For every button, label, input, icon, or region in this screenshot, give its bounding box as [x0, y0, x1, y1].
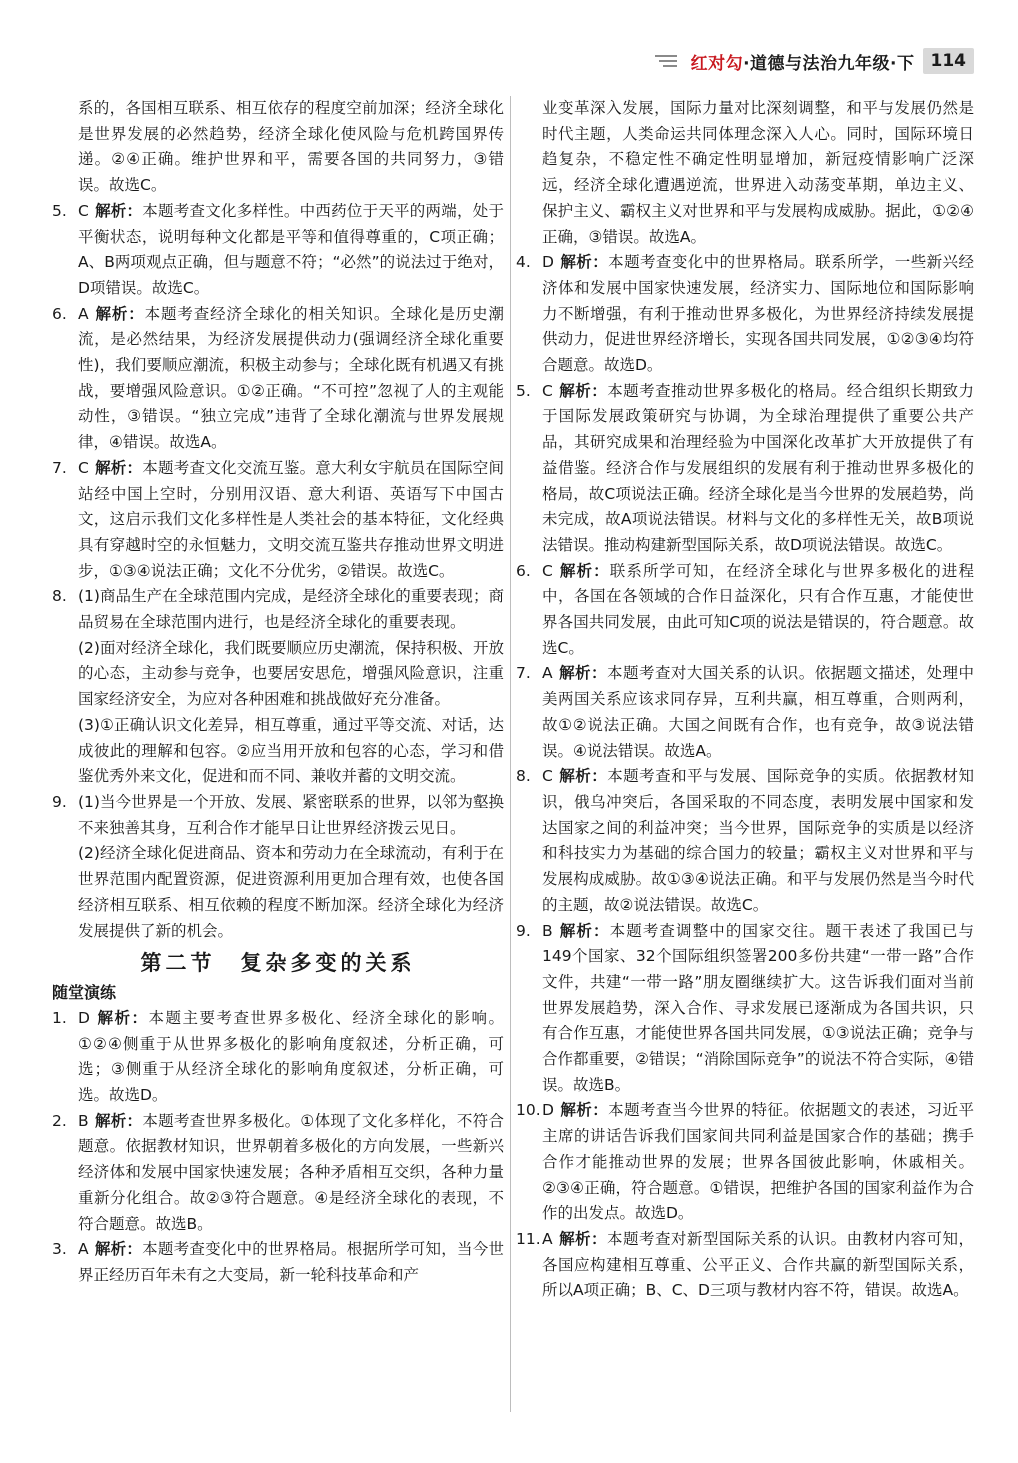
answer-item-7: 7. C 解析：本题考查文化交流互鉴。意大利女宇航员在国际空间站经中国上空时，分别用汉语、意大利语、英语写下中国古文，这启示我们文化多样性是人类社会的基本特征，文化经典具有穿越时空的永恒魅力，文明交流互鉴共存推动世界文明进步，①③④说法正确；文化不分优劣，②错误。故选C。	[52, 458, 504, 580]
book-subtitle: ·道德与法治九年级·下	[743, 53, 915, 74]
subsection-heading: 随堂演练	[52, 983, 117, 1003]
practice-item-4: 4. D 解析：本题考查变化中的世界格局。联系所学，一些新兴经济体和发展中国家快速发展，经济实力、国际地位和国际影响力不断增强，有利于推动世界多极化，为世界经济持续发展提供动力，促进世界经济增长，实现各国共同发展，①②③④均符合题意。故选D。	[516, 253, 974, 375]
book-title	[691, 49, 915, 74]
practice-item-7: 7. A 解析：本题考查对大国关系的认识。依据题文描述，处理中美两国关系应该求同存异，互利共赢，相互尊重，合则两利，故①②说法正确。大国之间既有合作，也有竞争，故③说法错误。④说法错误。故选A。	[516, 664, 974, 760]
page-header	[655, 44, 974, 78]
practice-item-11: 11. A 解析：本题考查对新型国际关系的认识。由教材内容可知，各国应构建相互尊重、公平正义、合作共赢的新型国际关系，所以A项正确；B、C、D三项与教材内容不符，错误。故选A。	[516, 1229, 974, 1300]
answer-item-5: 5. C 解析：本题考查文化多样性。中西药位于天平的两端，处于平衡状态，说明每种文化都是平等和值得尊重的，C项正确；A、B两项观点正确，但与题意不符；“必然”的说法过于绝对，D项错误。故选C。	[52, 201, 504, 297]
practice-item-5: 5. C 解析：本题考查推动世界多极化的格局。经合组织长期致力于国际发展政策研究与协调，为全球治理提供了重要公共产品，其研究成果和治理经验为中国深化改革扩大开放提供了有益借鉴。经济合作与发展组织的发展有利于推动世界多极化的格局，故C项说法正确。经济全球化是当今世界的发展趋势，尚未完成，故A项说法错误。材料与文化的多样性无关，故B项说法错误。推动构建新型国际关系，故D项说法错误。故选C。	[516, 381, 974, 554]
practice-item-3: 3. A 解析：本题考查变化中的世界格局。根据所学可知，当今世界正经历百年未有之大变局，新一轮科技革命和产	[52, 1240, 504, 1284]
practice-item-6: 6. C 解析：联系所学可知，在经济全球化与世界多极化的进程中，各国在各领域的合作日益深化，只有合作互惠，才能使世界各国共同发展，由此可知C项的说法是错误的，符合题意。故选C。	[516, 561, 974, 657]
answer-item-6: 6. A 解析：本题考查经济全球化的相关知识。全球化是历史潮流，是必然结果，为经济发展提供动力(强调经济全球化重要性)，我们要顺应潮流，积极主动参与；全球化既有机遇又有挑战，要增强风险意识。①②正确。“不可控”忽视了人的主观能动性，③错误。“独立完成”违背了全球化潮流与世界发展规律，④错误。故选A。	[52, 304, 504, 452]
practice-item-2: 2. B 解析：本题考查世界多极化。①体现了文化多样化，不符合题意。依据教材知识，世界朝着多极化的方向发展，一些新兴经济体和发展中国家快速发展；各种矛盾相互交织，各种力量重新分化组合。故②③符合题意。④是经济全球化的表现，不符合题意。故选B。	[52, 1111, 504, 1233]
answer-item-8: 8. (1)商品生产在全球范围内完成，是经济全球化的重要表现；商品贸易在全球范围内进行，也是经济全球化的重要表现。	[52, 587, 504, 632]
answer-9-part-2: (2)经济全球化促进商品、资本和劳动力在全球流动，有利于在世界范围内配置资源，促进资源利用更加合理有效，也使各国经济相互联系、相互依赖的程度不断加深。经济全球化为经济发展提供了新的机会。	[78, 844, 504, 940]
practice-item-9: 9. B 解析：本题考查调整中的国家交往。题干表述了我国已与149个国家、32个国际组织签署200多份共建“一带一路”合作文件，共建“一带一路”朋友圈继续扩大。这告诉我们面对当前世界发展趋势，深入合作、寻求发展已逐渐成为各国共识，只有合作互惠，才能使世界各国共同发展，①③说法正确；竞争与合作都重要，②错误；“消除国际竞争”的说法不符合实际，④错误。故选B。	[516, 921, 974, 1094]
column-divider	[510, 96, 511, 1412]
book-brand: 红对勾	[690, 53, 744, 74]
answer-item-9: 9. (1)当今世界是一个开放、发展、紧密联系的世界，以邻为壑换不来独善其身，互利合作才能早日让世界经济拨云见日。	[52, 792, 504, 837]
left-column	[52, 96, 504, 1289]
practice-item-10: 10. D 解析：本题考查当今世界的特征。依据题文的表述，习近平主席的讲话告诉我们国家间共同利益是国家合作的基础；携手合作才能推动世界的发展；世界各国彼此影响，休戚相关。②③④正确，符合题意。①错误，把维护各国的国家利益作为合作的出发点。故选D。	[516, 1101, 974, 1223]
page-number: 114	[923, 48, 975, 74]
practice-item-1: 1. D 解析：本题主要考查世界多极化、经济全球化的影响。①②④侧重于从世界多极化的影响角度叙述，分析正确，可选；③侧重于从经济全球化的影响角度叙述，分析正确，可选。故选D。	[52, 1008, 504, 1105]
answer-8-part-2: (2)面对经济全球化，我们既要顺应历史潮流，保持积极、开放的心态，主动参与竞争，也要居安思危，增强风险意识，注重国家经济安全，为应对各种困难和挑战做好充分准备。	[78, 638, 504, 709]
header-decoration-icon	[655, 55, 677, 67]
continuation-text: 业变革深入发展，国际力量对比深刻调整，和平与发展仍然是时代主题，人类命运共同体理念深入人心。同时，国际环境日趋复杂，不稳定性不确定性明显增加，新冠疫情影响广泛深远，经济全球化遭遇逆流，世界进入动荡变革期，单边主义、保护主义、霸权主义对世界和平与发展构成威胁。据此，①②④正确，③错误。故选A。	[542, 99, 974, 246]
section-title: 第二节 复杂多变的关系	[140, 950, 416, 976]
practice-item-8: 8. C 解析：本题考查和平与发展、国际竞争的实质。依据教材知识，俄乌冲突后，各国采取的不同态度，表明发展中国家和发达国家之间的利益冲突；当今世界，国际竞争的实质是以经济和科技实力为基础的综合国力的较量；霸权主义对世界和平与发展构成威胁。故①③④说法正确。和平与发展仍然是当今时代的主题，故②说法错误。故选C。	[516, 767, 974, 914]
answer-8-part-3: (3)①正确认识文化差异，相互尊重，通过平等交流、对话，达成彼此的理解和包容。②应当用开放和包容的心态，学习和借鉴优秀外来文化，促进和而不同、兼收并蓄的文明交流。	[78, 715, 504, 786]
continuation-text: 系的，各国相互联系、相互依存的程度空前加深；经济全球化是世界发展的必然趋势，经济全球化使风险与危机跨国界传递。②④正确。维护世界和平，需要各国的共同努力，③错误。故选C。	[78, 99, 504, 195]
right-column	[516, 96, 974, 1304]
